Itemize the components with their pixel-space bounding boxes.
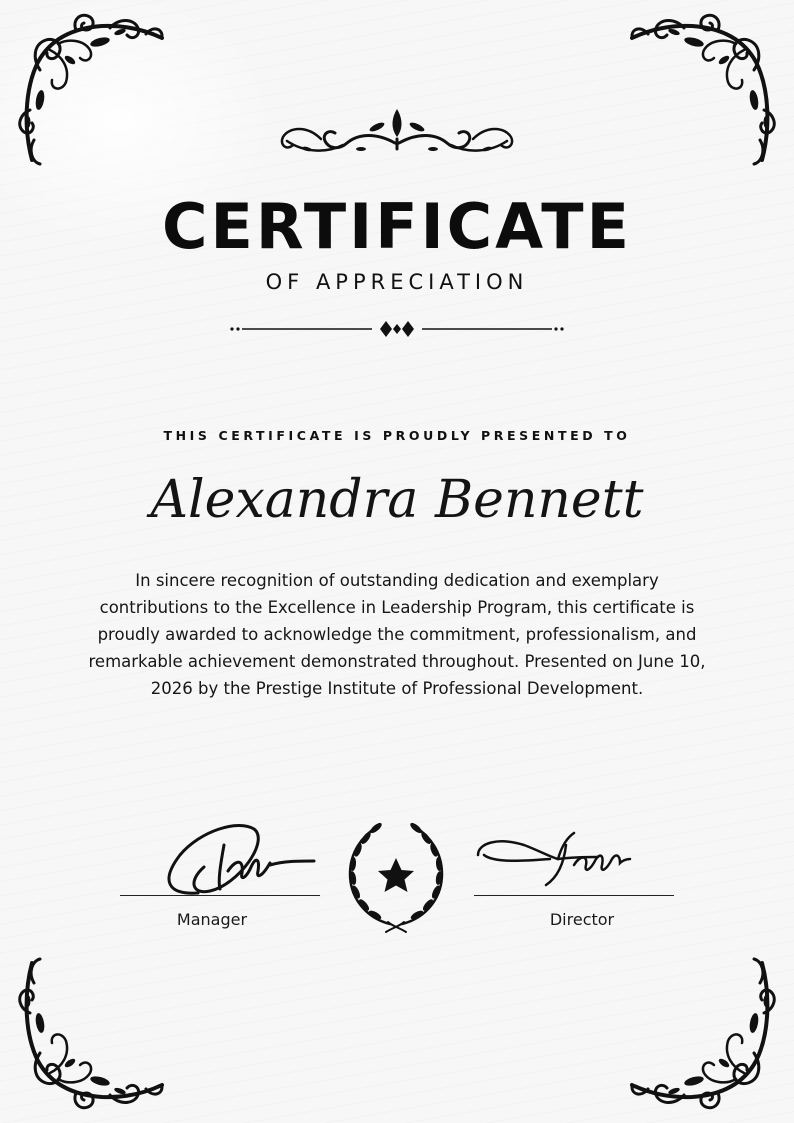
certificate-body: In sincere recognition of outstanding dedication and exemplary contributions to the Excellence in Leadership Program, this certificate is proudly awarded to acknowledge the commitment, professionalism, and remarkable achievement demonstrated throughout. Presented on June 10, 2026 by the Prestige Institute of Professional Development. bbox=[88, 571, 706, 698]
manager-label: Manager bbox=[176, 910, 248, 929]
director-signature-line bbox=[474, 895, 674, 896]
presented-to-label: THIS CERTIFICATE IS PROUDLY PRESENTED TO bbox=[163, 428, 631, 443]
corner-flourish-top-left-icon bbox=[10, 10, 170, 170]
laurel-star-seal-icon bbox=[338, 818, 454, 936]
diamond-divider-icon bbox=[228, 318, 566, 340]
director-signature-block bbox=[474, 815, 674, 935]
manager-signature-line bbox=[120, 895, 320, 896]
manager-signature-icon bbox=[120, 815, 320, 897]
manager-signature-block bbox=[120, 815, 320, 935]
recipient-name: Alexandra Bennett bbox=[150, 470, 644, 530]
director-signature-icon bbox=[474, 815, 674, 897]
director-label: Director bbox=[549, 910, 615, 929]
corner-flourish-top-right-icon bbox=[624, 10, 784, 170]
corner-flourish-bottom-left-icon bbox=[10, 953, 170, 1113]
certificate-subtitle: OF APPRECIATION bbox=[265, 270, 529, 294]
flourish-ornament-icon bbox=[277, 103, 517, 159]
certificate-title: CERTIFICATE bbox=[162, 190, 632, 263]
corner-flourish-bottom-right-icon bbox=[624, 953, 784, 1113]
